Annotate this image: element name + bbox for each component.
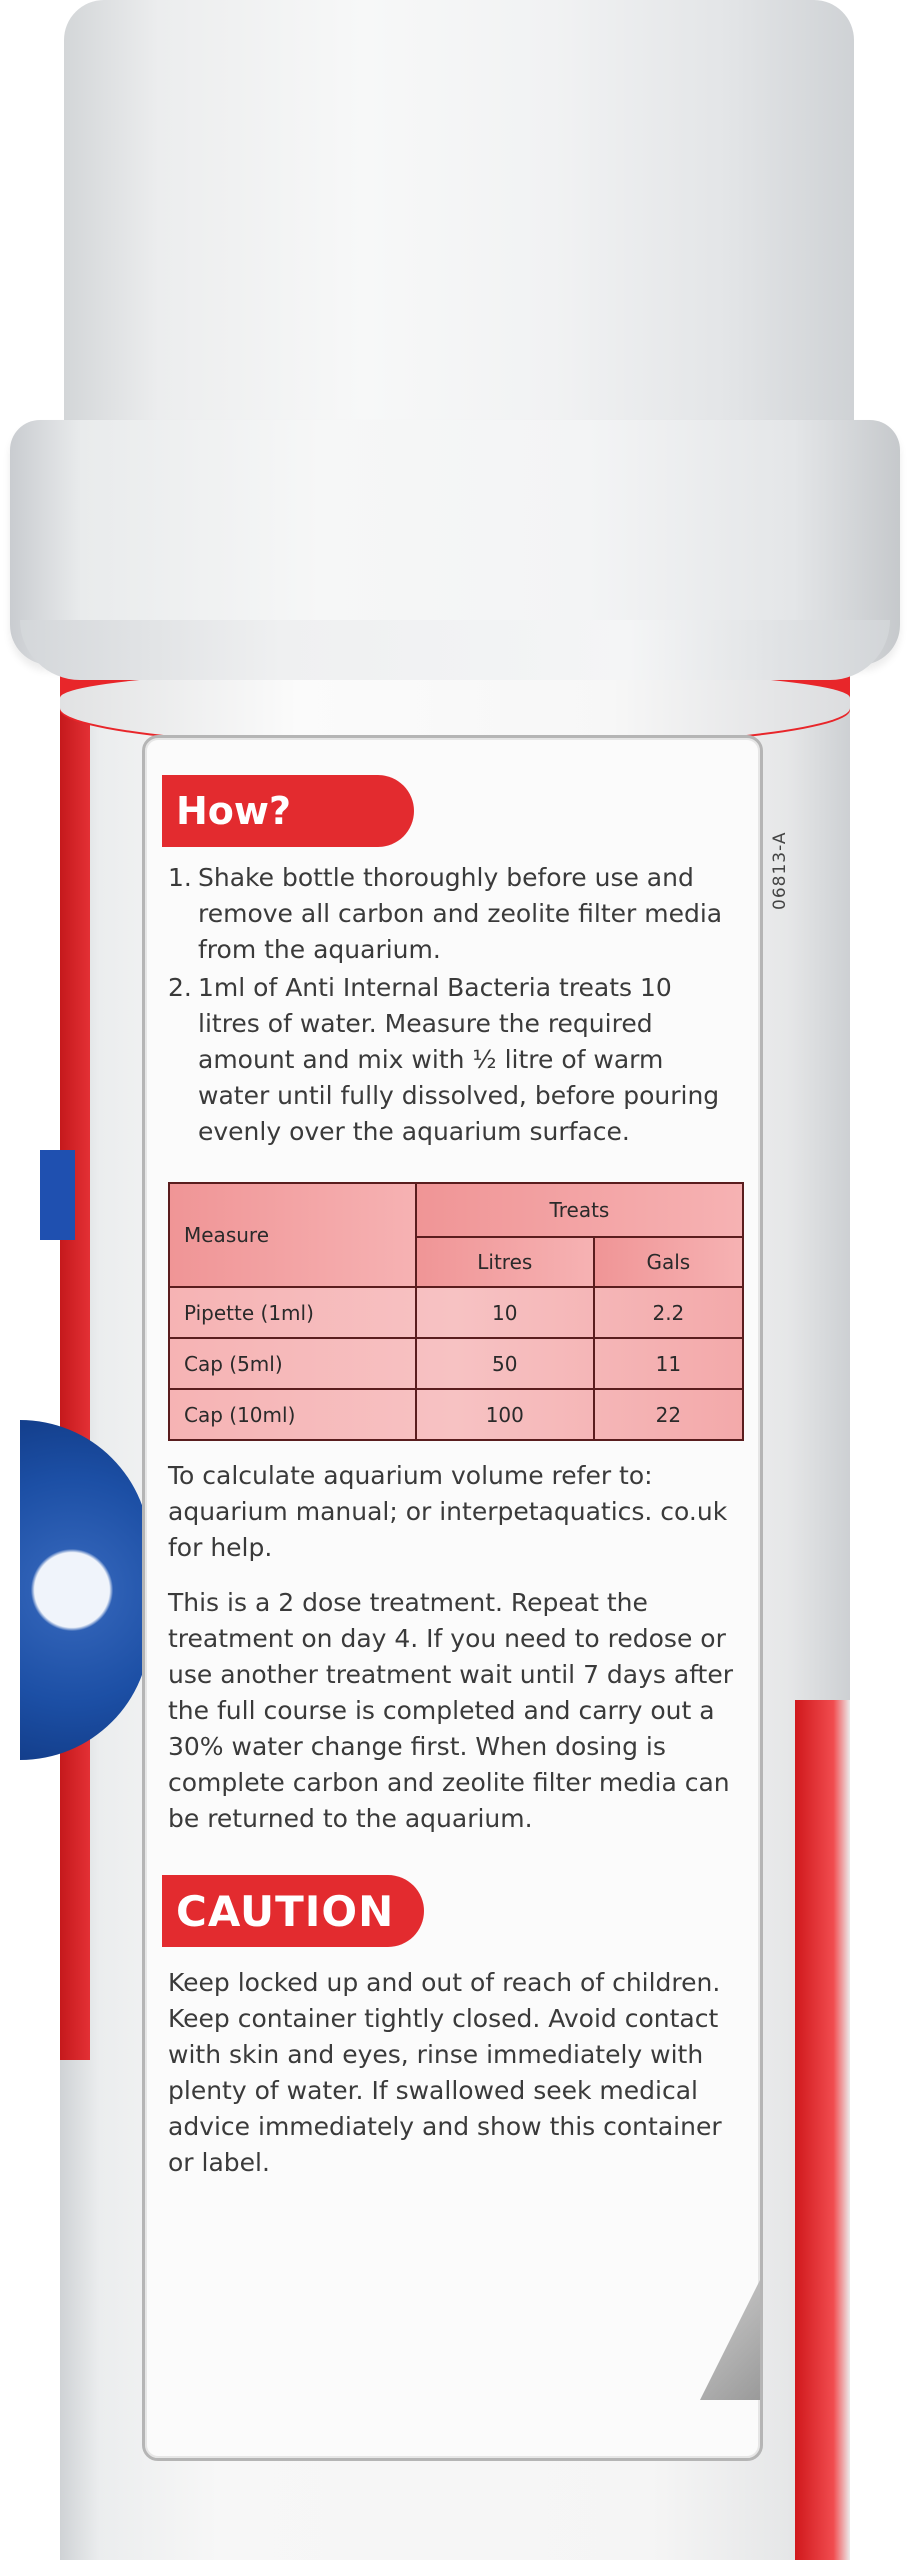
table-header-row bbox=[169, 1183, 743, 1237]
label-red-edge-right bbox=[795, 1700, 850, 2560]
litres-cell: 10 bbox=[416, 1287, 594, 1338]
blue-logo-fragment bbox=[40, 1150, 75, 1240]
bottle-cap-top bbox=[64, 0, 854, 430]
caution-text: Keep locked up and out of reach of children. Keep container tightly closed. Avoid contact with skin and eyes, rinse immediately with plenty of water. If swallowed seek medical advice immediately and show this container or label. bbox=[168, 1968, 722, 2177]
volume-note: To calculate aquarium volume refer to: aquarium manual; or interpetaquatics. co.uk for help. bbox=[168, 1461, 728, 1562]
table-row bbox=[169, 1338, 743, 1389]
lot-code: 06813-A bbox=[770, 831, 790, 910]
treats-header: Treats bbox=[416, 1183, 743, 1237]
gals-cell: 2.2 bbox=[594, 1287, 743, 1338]
measure-header: Measure bbox=[169, 1183, 416, 1287]
litres-header: Litres bbox=[416, 1237, 594, 1287]
how-heading: How? bbox=[162, 775, 414, 847]
gals-cell: 22 bbox=[594, 1389, 743, 1440]
label-red-edge-left bbox=[60, 660, 90, 2060]
instruction-step bbox=[168, 970, 728, 1150]
step-number: 1. bbox=[168, 863, 192, 892]
bottle-cap-lip bbox=[20, 620, 890, 680]
dosage-table bbox=[168, 1182, 744, 1441]
gals-cell: 11 bbox=[594, 1338, 743, 1389]
measure-cell: Cap (10ml) bbox=[169, 1389, 416, 1440]
litres-cell: 100 bbox=[416, 1389, 594, 1440]
litres-cell: 50 bbox=[416, 1338, 594, 1389]
step-number: 2. bbox=[168, 973, 192, 1002]
dose-note: This is a 2 dose treatment. Repeat the treatment on day 4. If you need to redose or use another treatment wait until 7 days after the full course is completed and carry out a 30% water change first. When dosing is complete carbon and zeolite filter media can be returned to the aquarium. bbox=[168, 1588, 734, 1833]
step-text: 1ml of Anti Internal Bacteria treats 10 litres of water. Measure the required amount and mix with ½ litre of warm water until fully dissolved, before pouring evenly over the aquarium surface. bbox=[198, 973, 720, 1146]
table-row bbox=[169, 1389, 743, 1440]
table-row bbox=[169, 1287, 743, 1338]
caution-heading: CAUTION bbox=[162, 1875, 424, 1947]
step-text: Shake bottle thoroughly before use and remove all carbon and zeolite filter media from the aquarium. bbox=[198, 863, 723, 964]
measure-cell: Cap (5ml) bbox=[169, 1338, 416, 1389]
measure-cell: Pipette (1ml) bbox=[169, 1287, 416, 1338]
instruction-step bbox=[168, 860, 728, 968]
gals-header: Gals bbox=[594, 1237, 743, 1287]
